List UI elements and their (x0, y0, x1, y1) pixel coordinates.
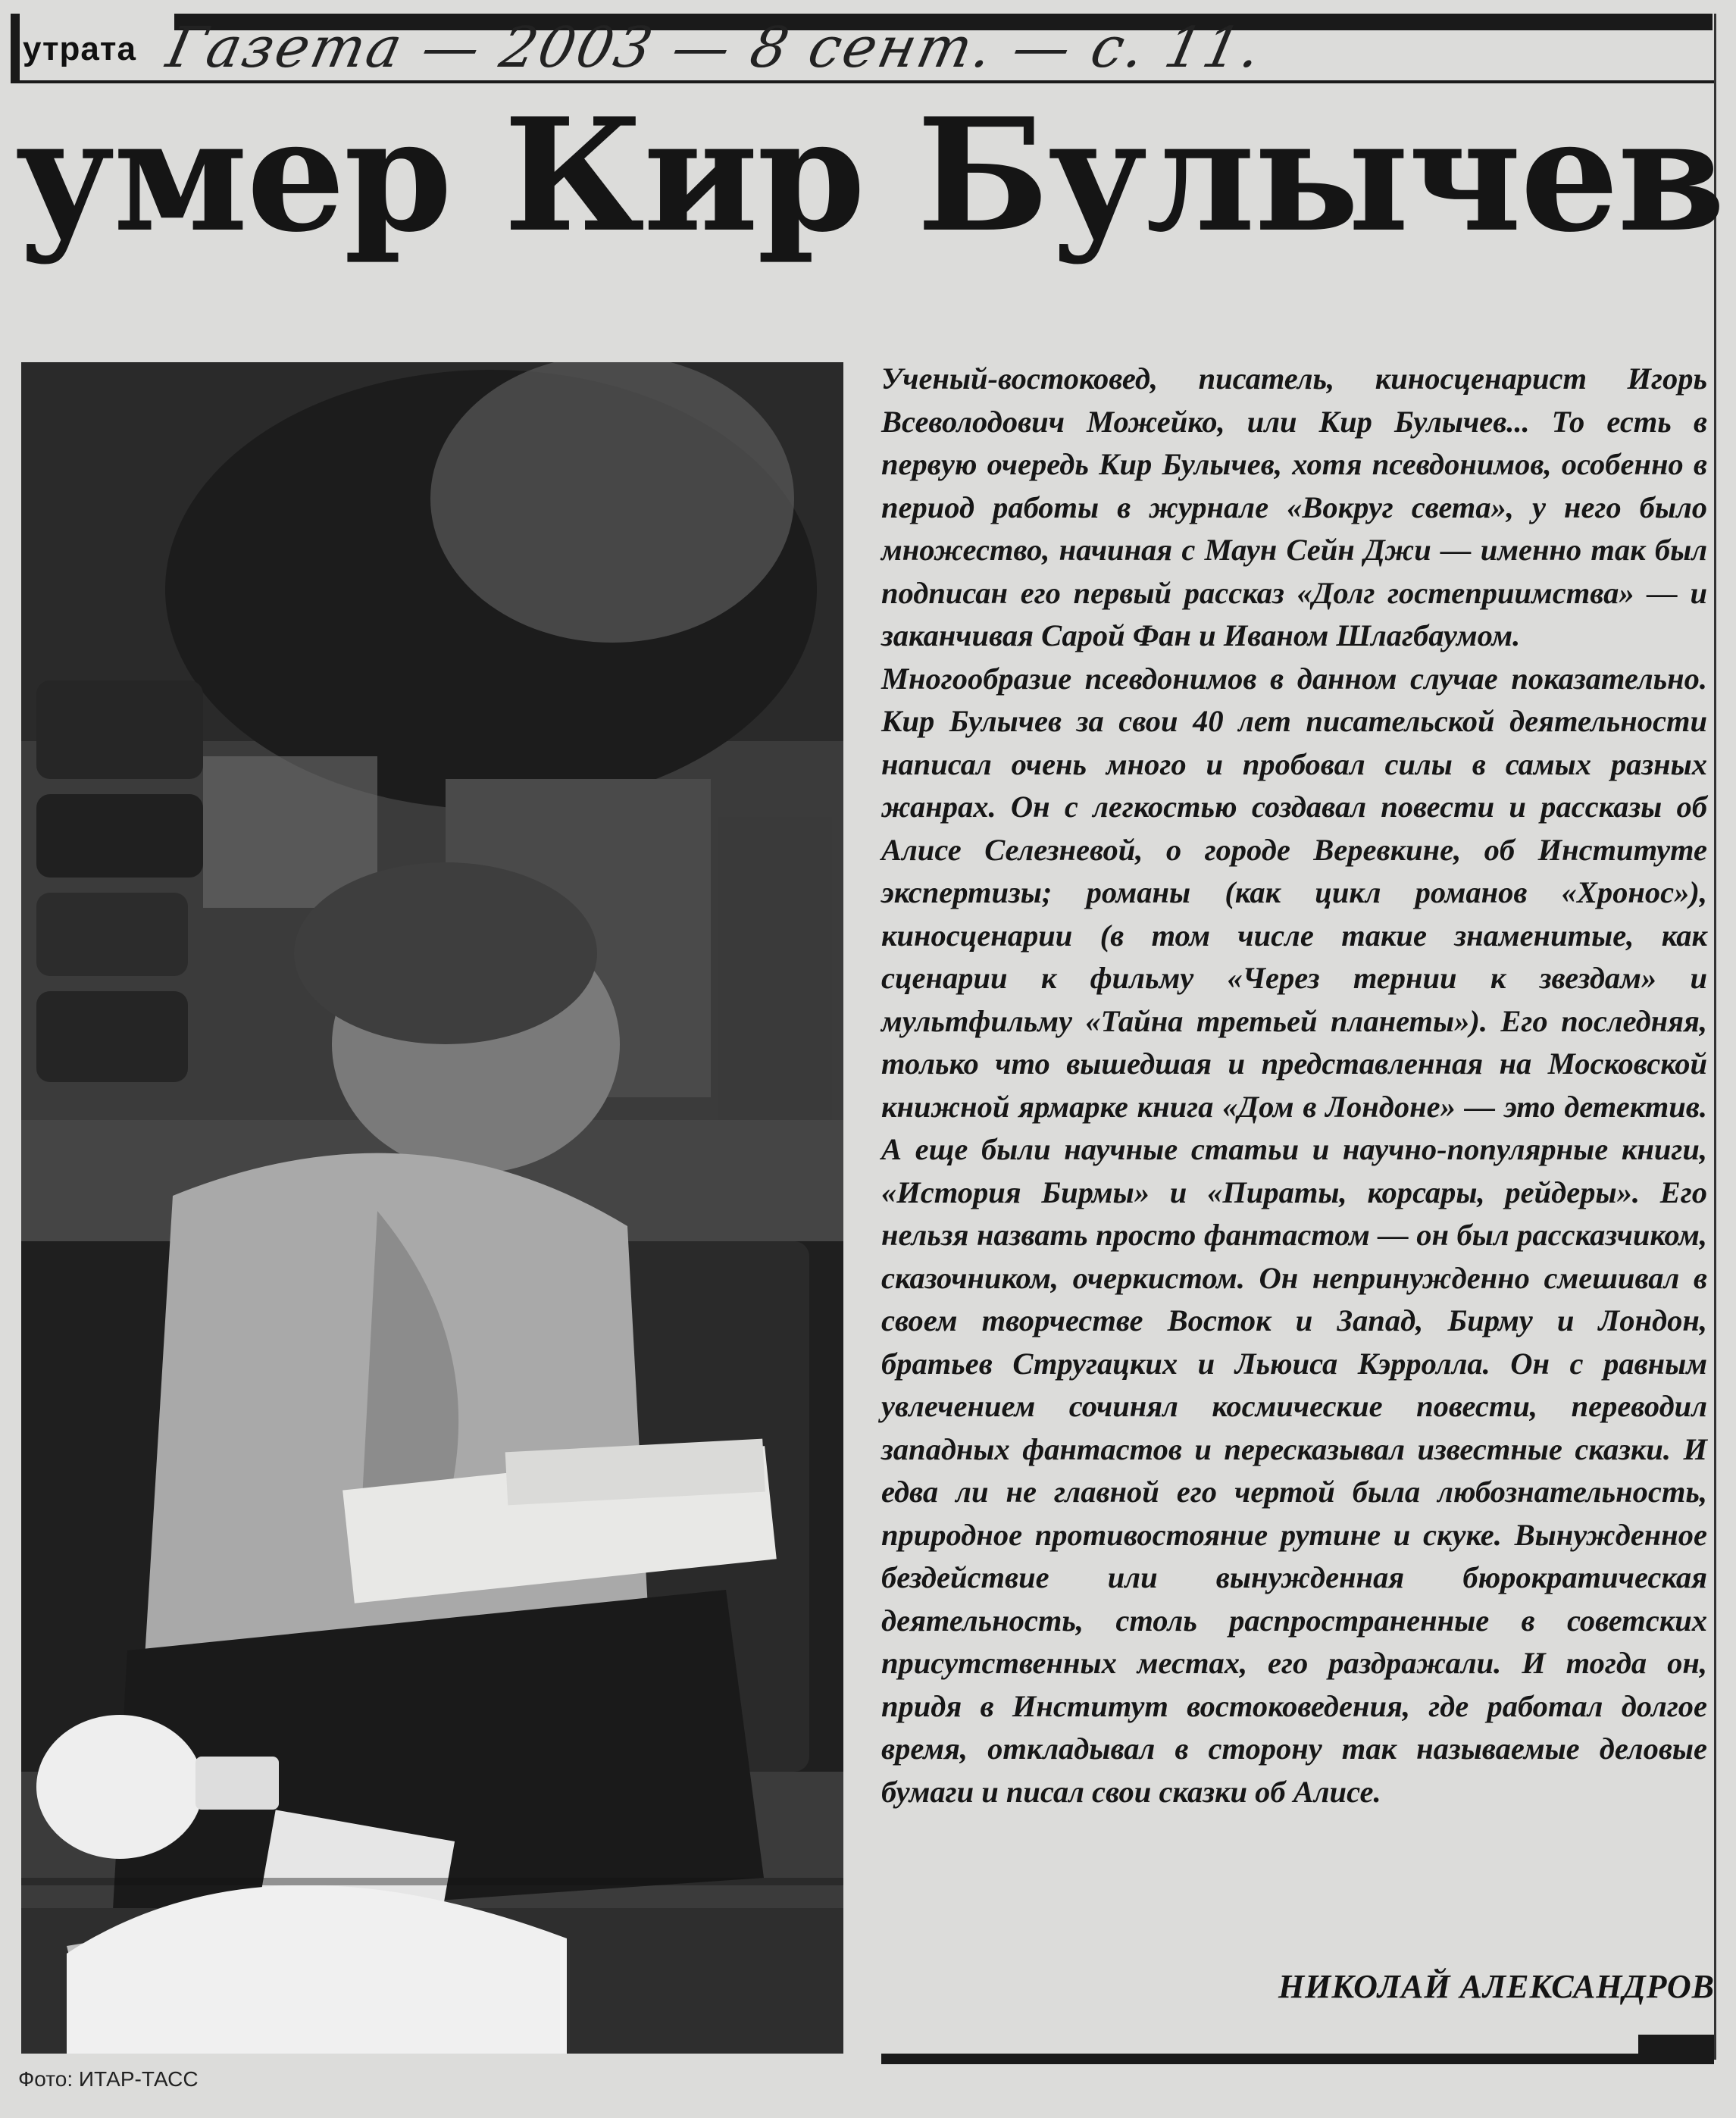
article-paragraph: Ученый-востоковед, писатель, киносценарист Игорь Всеволодович Можейко, или Кир Булычев... То есть в первую очередь Кир Булычев, хотя псевдонимов, особенно в период работы в журнале «Вокруг света», у него было множество, начиная с Маун Сейн Джи — именно так был подписан его первый рассказ «Долг гостеприимства» — и заканчивая Сарой Фан и Иваном Шлагбаумом. (881, 361, 1707, 652)
article-body (881, 358, 1707, 1813)
photo-illustration (21, 362, 843, 2054)
left-rule (11, 14, 20, 82)
right-rule (1714, 14, 1716, 2060)
handwritten-note: Газета — 2003 — 8 сент. — с. 11. (161, 15, 1269, 80)
article-paragraph: Многообразие псевдонимов в данном случае показательно. Кир Булычев за свои 40 лет писательской деятельности написал очень много и пробовал силы в самых разных жанрах. Он с легкостью создавал повести и рассказы об Алисе Селезневой, о городе Веревкине, об Институте экспертизы; романы (как цикл романов «Хронос»), киносценарии (в том числе такие знаменитые, как сценарии к фильму «Через тернии к звездам» и мультфильму «Тайна третьей планеты»). Его последняя, только что вышедшая и представленная на Московской книжной ярмарке книга «Дом в Лондоне» — это детектив. А еще были научные статьи и научно-популярные книги, «История Бирмы» и «Пираты, корсары, рейдеры». Его нельзя назвать просто фантастом — он был рассказчиком, сказочником, очеркистом. Он непринужденно смешивал в своем творчестве Восток и Запад, Бирму и Лондон, братьев Стругацких и Льюиса Кэрролла. Он с равным увлечением сочинял космические повести, переводил западных фантастов и пересказывал известные сказки. И едва ли не главной его чертой была любознательность, природное противостояние рутине и скуке. Вынужденное бездействие или вынужденная бюрократическая деятельность, столь распространенные в советских присутственных местах, его раздражали. И тогда он, придя в Институт востоковедения, где работал долгое время, откладывал в сторону так называемые деловые бумаги и писал свои сказки об Алисе. (881, 661, 1707, 1809)
article-photo (21, 362, 843, 2054)
photo-credit: Фото: ИТАР-ТАСС (18, 2067, 199, 2091)
header-rule (11, 80, 1716, 83)
headline: умер Кир Булычев (15, 85, 1725, 267)
bottom-rule (881, 2054, 1639, 2064)
article-author: НИКОЛАЙ АЛЕКСАНДРОВ (1278, 1968, 1715, 2005)
bottom-rule-end (1638, 2035, 1714, 2064)
section-label: утрата (23, 30, 136, 67)
